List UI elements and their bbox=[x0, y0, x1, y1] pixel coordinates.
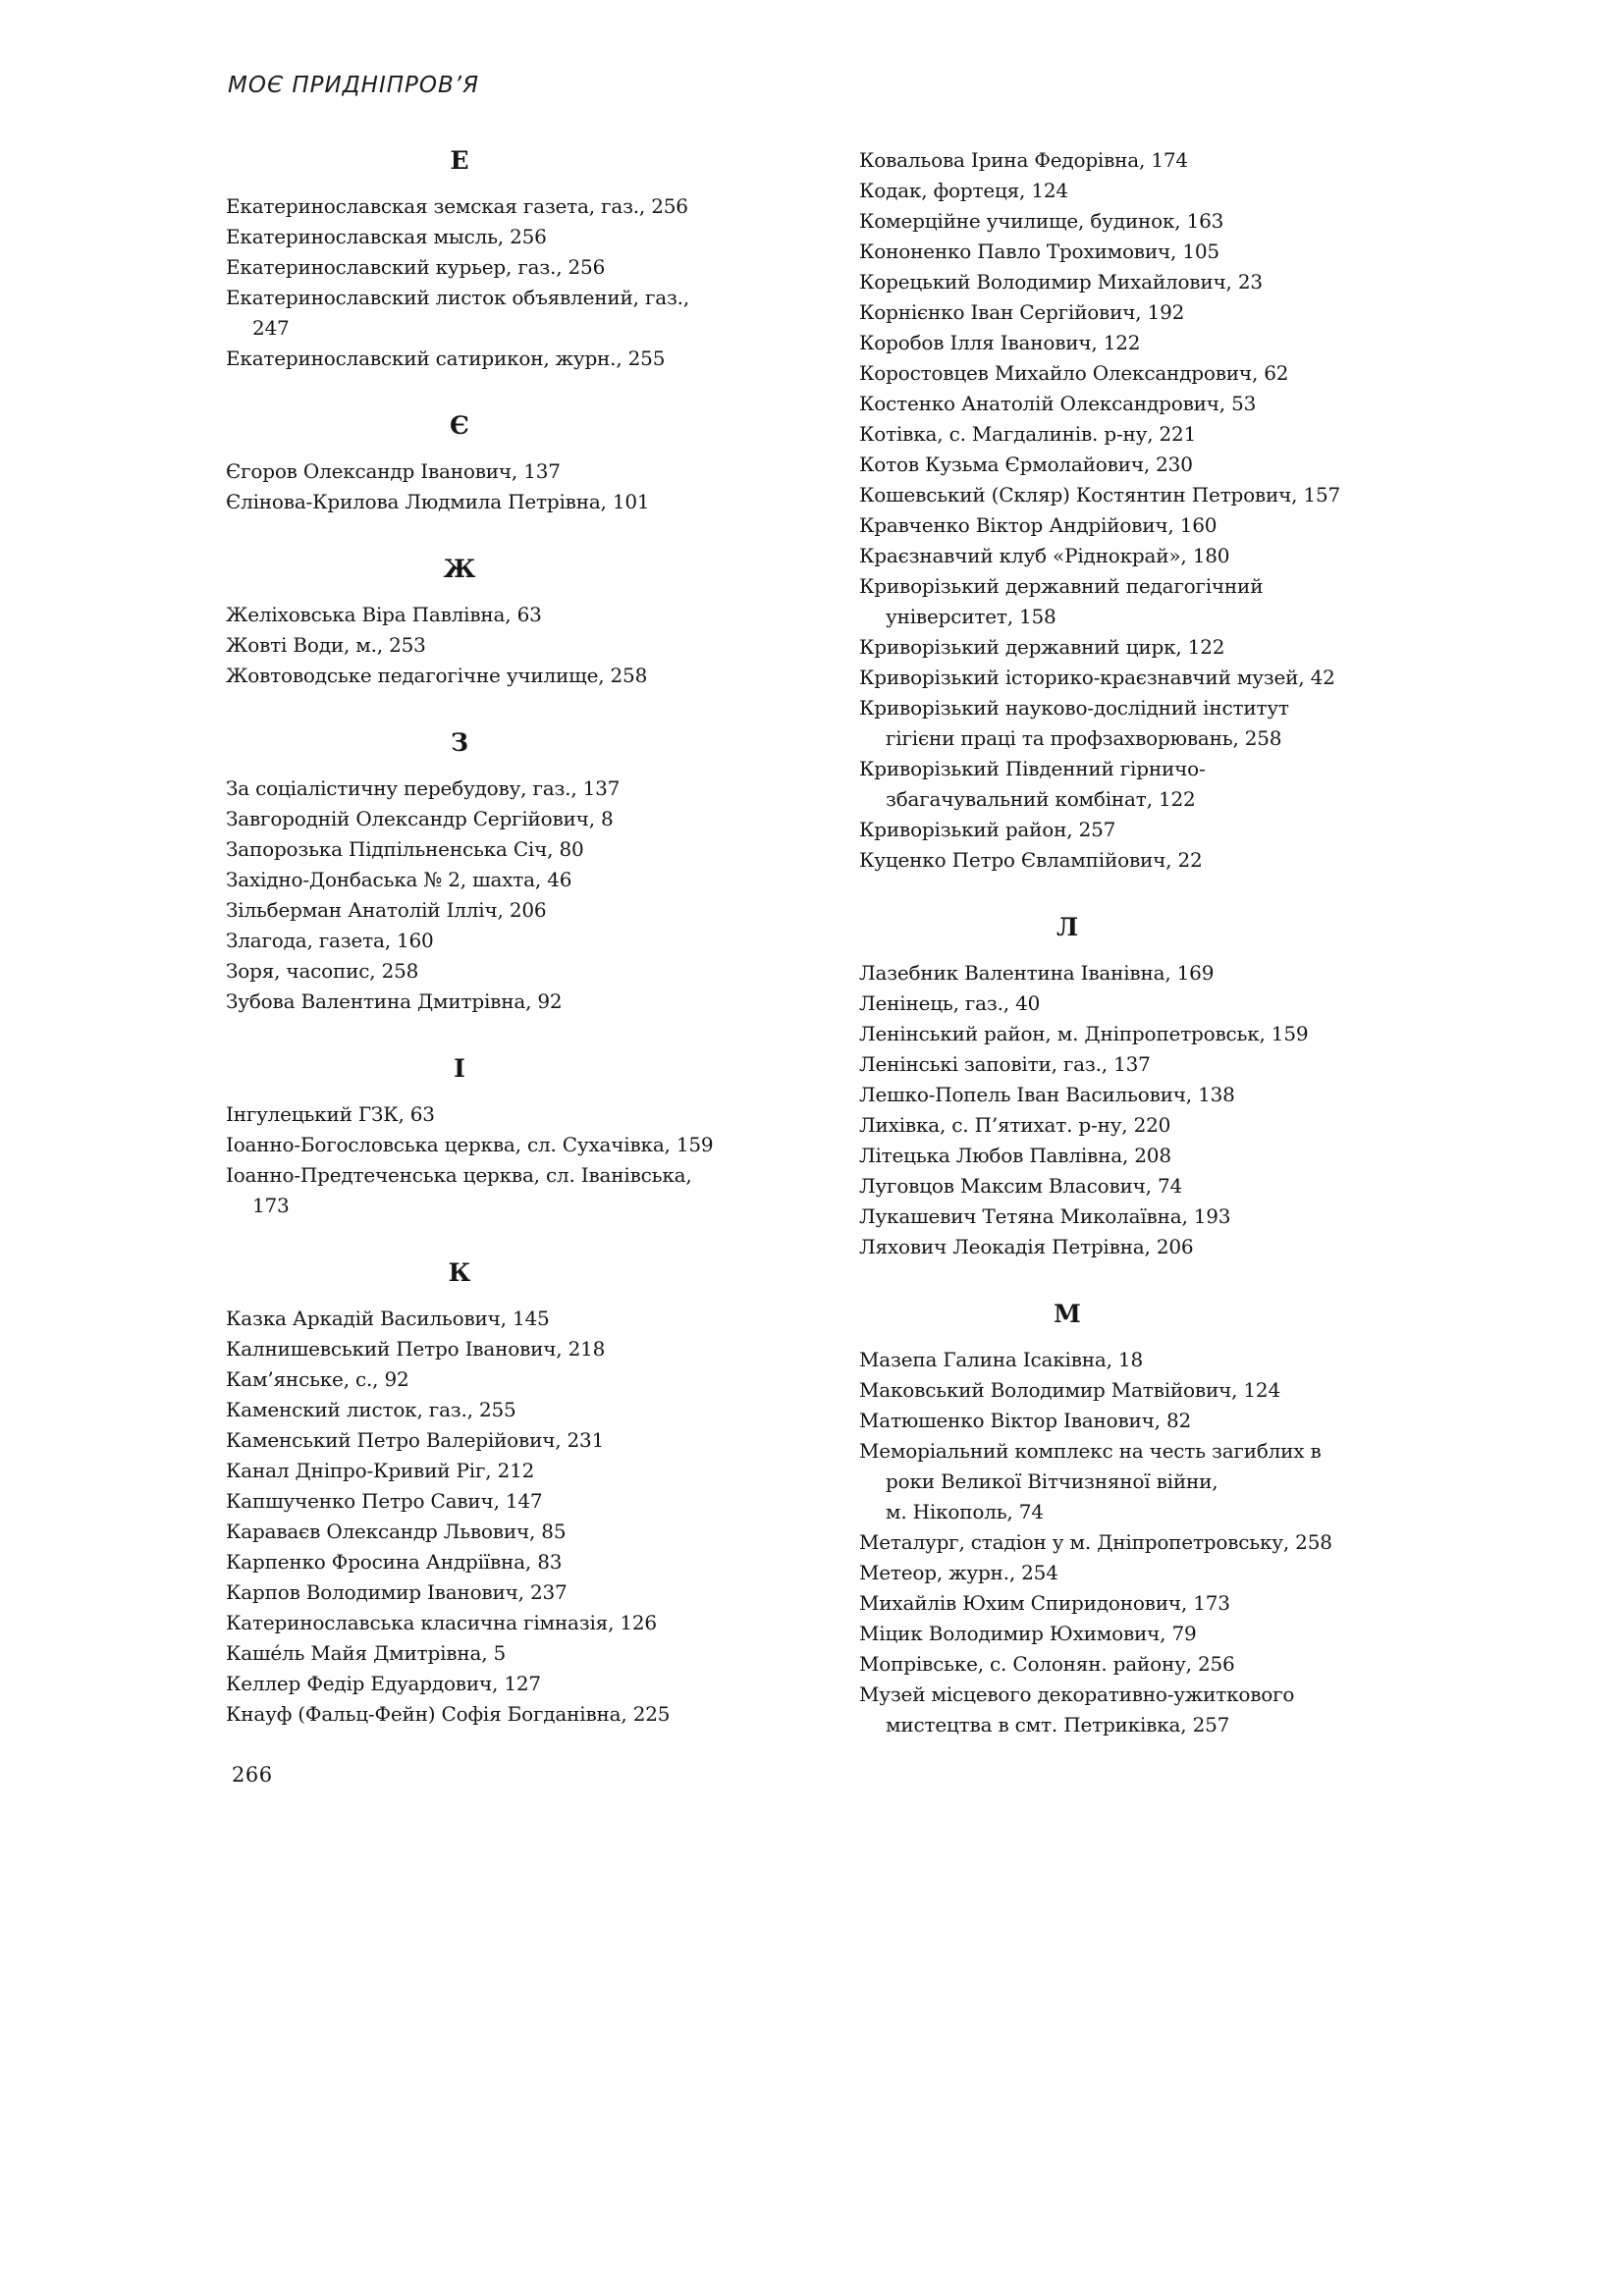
index-column-left bbox=[226, 109, 714, 1730]
index-entry-continuation-line: 173 bbox=[252, 1194, 290, 1217]
section-letter-heading: К bbox=[448, 1258, 471, 1287]
index-entry-line: Літецька Любов Павлівна, 208 bbox=[859, 1144, 1171, 1167]
index-entry-line: Казка Аркадій Васильович, 145 bbox=[226, 1307, 550, 1330]
section-letter-heading: Є bbox=[450, 411, 469, 440]
index-entry-continuation-line: 247 bbox=[252, 316, 290, 340]
index-entry-line: Кодак, фортеця, 124 bbox=[859, 179, 1068, 202]
index-entry-line: Єгоров Олександр Іванович, 137 bbox=[226, 459, 561, 483]
index-entry-line: Західно-Донбаська № 2, шахта, 46 bbox=[226, 868, 572, 891]
index-entry-line: Ленінський район, м. Дніпропетровськ, 159 bbox=[859, 1022, 1309, 1045]
index-entry-line: Мопрівське, с. Солонян. району, 256 bbox=[859, 1652, 1235, 1676]
index-entry-line: Криворізький державний педагогічний bbox=[859, 574, 1264, 598]
index-entry-line: Котівка, с. Магдалинів. р-ну, 221 bbox=[859, 422, 1197, 446]
index-entry-line: Іоанно-Предтеченська церква, сл. Іванівська, bbox=[226, 1163, 692, 1187]
index-entry-line: Ляхович Леокадія Петрівна, 206 bbox=[859, 1235, 1194, 1258]
index-entry-line: Зільберман Анатолій Ілліч, 206 bbox=[226, 898, 547, 922]
index-entry-line: Музей місцевого декоративно-ужиткового bbox=[859, 1682, 1295, 1706]
index-entry-continuation-line: університет, 158 bbox=[886, 605, 1056, 628]
index-entry-line: Михайлів Юхим Спиридонович, 173 bbox=[859, 1591, 1230, 1615]
index-entry-line: Лихівка, с. П’ятихат. р-ну, 220 bbox=[859, 1113, 1171, 1137]
index-entry-line: Кононенко Павло Трохимович, 105 bbox=[859, 240, 1219, 263]
index-column-right bbox=[859, 145, 1341, 1740]
index-entry-line: Зоря, часопис, 258 bbox=[226, 959, 419, 983]
index-entry-line: Матюшенко Віктор Іванович, 82 bbox=[859, 1409, 1192, 1432]
index-entry-line: Зубова Валентина Дмитрівна, 92 bbox=[226, 989, 563, 1013]
index-entry-line: Криворізький науково-дослідний інститут bbox=[859, 696, 1289, 720]
index-entry-line: Карпенко Фросина Андріївна, 83 bbox=[226, 1550, 563, 1574]
index-entry-line: Луговцов Максим Власович, 74 bbox=[859, 1174, 1183, 1198]
index-entry-line: Келлер Федір Едуардович, 127 bbox=[226, 1672, 541, 1695]
index-entry-line: Завгородній Олександр Сергійович, 8 bbox=[226, 807, 614, 830]
index-entry-line: Желіховська Віра Павлівна, 63 bbox=[226, 603, 542, 626]
index-entry-line: Метеор, журн., 254 bbox=[859, 1561, 1058, 1584]
section-letter-heading: М bbox=[1054, 1300, 1081, 1328]
index-entry-line: Жовті Води, м., 253 bbox=[226, 633, 426, 657]
section-letter-heading: Ж bbox=[443, 555, 476, 583]
index-entry-line: Лешко-Попель Іван Васильович, 138 bbox=[859, 1083, 1235, 1106]
index-entry-line: Капшученко Петро Савич, 147 bbox=[226, 1489, 543, 1513]
index-entry-line: Мазепа Галина Ісаківна, 18 bbox=[859, 1348, 1143, 1371]
index-entry-line: Кошевський (Скляр) Костянтин Петрович, 157 bbox=[859, 483, 1341, 507]
index-entry-continuation-line: мистецтва в смт. Петриківка, 257 bbox=[886, 1713, 1230, 1736]
index-entry-line: Корецький Володимир Михайлович, 23 bbox=[859, 270, 1263, 294]
index-entry-line: Запорозька Підпільненська Січ, 80 bbox=[226, 837, 584, 861]
index-entry-continuation-line: м. Нікополь, 74 bbox=[886, 1500, 1044, 1523]
section-letter-heading: Е bbox=[450, 146, 469, 175]
index-entry-line: Караваєв Олександр Львович, 85 bbox=[226, 1520, 567, 1543]
index-entry-line: Кравченко Віктор Андрійович, 160 bbox=[859, 513, 1218, 537]
index-entry-line: Екатеринославский курьер, газ., 256 bbox=[226, 255, 606, 279]
index-entry-line: Меморіальний комплекс на честь загиблих в bbox=[859, 1439, 1322, 1463]
index-entry-line: Каменський Петро Валерійович, 231 bbox=[226, 1428, 605, 1452]
index-entry-line: Криворізький район, 257 bbox=[859, 818, 1116, 841]
running-header-title: МОЄ ПРИДНІПРОВ’Я bbox=[228, 73, 480, 98]
index-entry-line: Комерційне училище, будинок, 163 bbox=[859, 209, 1224, 233]
index-entry-line: Корнієнко Іван Сергійович, 192 bbox=[859, 300, 1185, 324]
index-entry-line: Костенко Анатолій Олександрович, 53 bbox=[859, 392, 1257, 415]
index-entry-line: Куценко Петро Євлампійович, 22 bbox=[859, 848, 1203, 872]
index-entry-line: Металург, стадіон у м. Дніпропетровську, 258 bbox=[859, 1530, 1332, 1554]
index-entry-line: Екатеринославская мысль, 256 bbox=[226, 225, 547, 248]
index-entry-line: Ленінські заповіти, газ., 137 bbox=[859, 1052, 1151, 1076]
index-entry-line: Інгулецький ГЗК, 63 bbox=[226, 1102, 435, 1126]
index-entry-line: Ковальова Ірина Федорівна, 174 bbox=[859, 148, 1188, 172]
index-entry-line: Коробов Ілля Іванович, 122 bbox=[859, 331, 1141, 354]
section-letter-heading: З bbox=[450, 728, 469, 757]
index-entry-line: Криворізький Південний гірничо- bbox=[859, 757, 1206, 780]
index-entry-line: Катеринославська класична гімназія, 126 bbox=[226, 1611, 657, 1634]
index-entry-line: Коростовцев Михайло Олександрович, 62 bbox=[859, 361, 1289, 385]
index-entry-line: Кам’янське, с., 92 bbox=[226, 1367, 409, 1391]
index-entry-line: Екатеринославский листок объявлений, газ., bbox=[226, 286, 689, 309]
index-entry-line: Злагода, газета, 160 bbox=[226, 929, 434, 952]
index-entry-line: Екатеринославский сатирикон, журн., 255 bbox=[226, 347, 666, 370]
index-entry-line: За соціалістичну перебудову, газ., 137 bbox=[226, 776, 621, 800]
index-entry-line: Карпов Володимир Іванович, 237 bbox=[226, 1580, 568, 1604]
index-entry-line: Лазебник Валентина Іванівна, 169 bbox=[859, 961, 1215, 985]
index-entry-line: Каше́ль Майя Дмитрівна, 5 bbox=[226, 1641, 507, 1665]
index-entry-line: Каменский листок, газ., 255 bbox=[226, 1398, 516, 1421]
index-entry-line: Єлінова-Крилова Людмила Петрівна, 101 bbox=[226, 490, 650, 513]
section-letter-heading: Л bbox=[1056, 913, 1079, 941]
index-entry-continuation-line: збагачувальний комбінат, 122 bbox=[886, 787, 1196, 811]
index-entry-line: Криворізький історико-краєзнавчий музей, 42 bbox=[859, 666, 1335, 689]
index-entry-line: Лукашевич Тетяна Миколаївна, 193 bbox=[859, 1204, 1231, 1228]
index-entry-line: Іоанно-Богословська церква, сл. Сухачівка, 159 bbox=[226, 1133, 714, 1156]
index-entry-line: Маковський Володимир Матвійович, 124 bbox=[859, 1378, 1280, 1402]
index-entry-continuation-line: гігієни праці та профзахворювань, 258 bbox=[886, 726, 1282, 750]
index-entry-line: Екатеринославская земская газета, газ., 256 bbox=[226, 194, 688, 218]
index-entry-line: Криворізький державний цирк, 122 bbox=[859, 635, 1225, 659]
section-letter-heading: І bbox=[454, 1054, 465, 1083]
index-entry-line: Жовтоводське педагогічне училище, 258 bbox=[226, 664, 648, 687]
index-entry-line: Калнишевський Петро Іванович, 218 bbox=[226, 1337, 606, 1361]
index-entry-line: Кнауф (Фальц-Фейн) Софія Богданівна, 225 bbox=[226, 1702, 671, 1726]
index-entry-line: Канал Дніпро-Кривий Ріг, 212 bbox=[226, 1459, 535, 1482]
page-number: 266 bbox=[232, 1763, 273, 1787]
index-entry-line: Ленінець, газ., 40 bbox=[859, 991, 1041, 1015]
index-entry-line: Краєзнавчий клуб «Ріднокрай», 180 bbox=[859, 544, 1230, 567]
index-entry-line: Міцик Володимир Юхимович, 79 bbox=[859, 1622, 1197, 1645]
index-entry-line: Котов Кузьма Єрмолайович, 230 bbox=[859, 453, 1193, 476]
index-entry-continuation-line: роки Великої Вітчизняної війни, bbox=[886, 1469, 1218, 1493]
